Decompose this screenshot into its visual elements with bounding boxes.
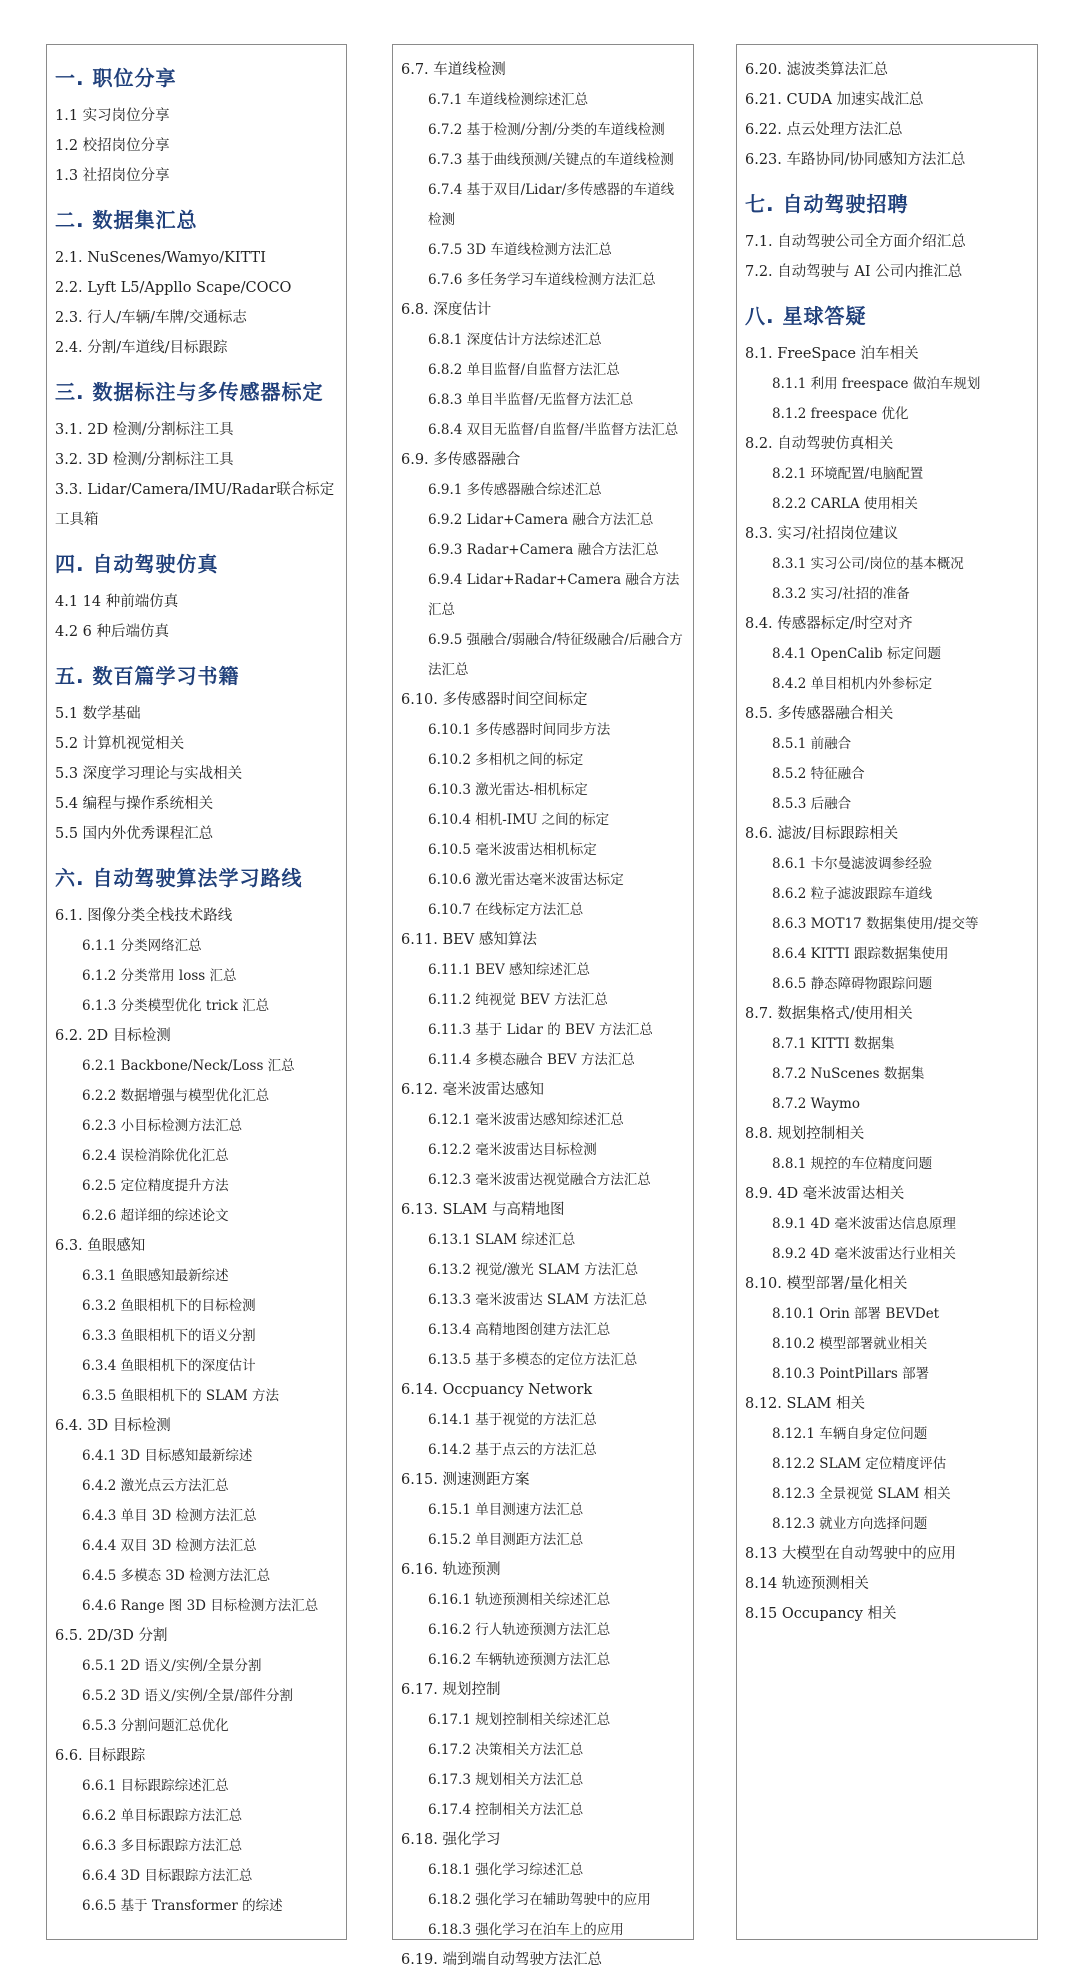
toc-entry: 2.3. 行人/车辆/车牌/交通标志 xyxy=(55,310,247,326)
toc-subentry: 6.4.6 Range 图 3D 目标检测方法汇总 xyxy=(82,1598,319,1614)
toc-subentry: 6.4.2 激光点云方法汇总 xyxy=(82,1478,229,1494)
toc-entry: 6.16. 轨迹预测 xyxy=(401,1562,501,1578)
toc-subentry: 6.9.1 多传感器融合综述汇总 xyxy=(428,482,602,498)
toc-entry: 8.3. 实习/社招岗位建议 xyxy=(745,526,899,542)
toc-subentry: 6.4.3 单目 3D 检测方法汇总 xyxy=(82,1508,257,1524)
toc-subentry: 6.15.2 单目测距方法汇总 xyxy=(428,1532,584,1548)
toc-subentry: 6.4.1 3D 目标感知最新综述 xyxy=(82,1448,253,1464)
toc-column-1 xyxy=(46,44,347,1940)
toc-subentry: 6.2.6 超详细的综述论文 xyxy=(82,1208,229,1224)
toc-subentry: 6.14.2 基于点云的方法汇总 xyxy=(428,1442,597,1458)
toc-subentry: 6.16.2 车辆轨迹预测方法汇总 xyxy=(428,1652,611,1668)
toc-entry: 8.8. 规划控制相关 xyxy=(745,1126,865,1142)
toc-subentry: 6.6.4 3D 目标跟踪方法汇总 xyxy=(82,1868,253,1884)
toc-entry: 6.11. BEV 感知算法 xyxy=(401,932,537,948)
toc-entry: 6.3. 鱼眼感知 xyxy=(55,1238,146,1254)
toc-subentry: 8.10.1 Orin 部署 BEVDet xyxy=(772,1306,940,1322)
toc-subentry: 8.9.1 4D 毫米波雷达信息原理 xyxy=(772,1216,956,1232)
toc-subentry: 6.5.3 分割问题汇总优化 xyxy=(82,1718,229,1734)
toc-subentry: 6.7.6 多任务学习车道线检测方法汇总 xyxy=(428,272,656,288)
toc-subentry: 6.7.3 基于曲线预测/关键点的车道线检测 xyxy=(428,152,674,168)
toc-subentry: 6.11.2 纯视觉 BEV 方法汇总 xyxy=(428,992,608,1008)
toc-subentry: 8.7.2 NuScenes 数据集 xyxy=(772,1066,925,1082)
toc-subentry: 6.11.1 BEV 感知综述汇总 xyxy=(428,962,591,978)
toc-entry: 6.5. 2D/3D 分割 xyxy=(55,1628,168,1644)
toc-subentry: 6.11.3 基于 Lidar 的 BEV 方法汇总 xyxy=(428,1022,653,1038)
toc-subentry: 6.7.5 3D 车道线检测方法汇总 xyxy=(428,242,612,258)
toc-subentry: 6.3.5 鱼眼相机下的 SLAM 方法 xyxy=(82,1388,280,1404)
toc-subentry: 8.6.2 粒子滤波跟踪车道线 xyxy=(772,886,933,902)
section-heading: 二. 数据集汇总 xyxy=(55,208,198,232)
toc-entry: 6.14. Occpuancy Network xyxy=(401,1382,593,1398)
toc-subentry: 6.13.4 高精地图创建方法汇总 xyxy=(428,1322,611,1338)
toc-subentry: 6.7.1 车道线检测综述汇总 xyxy=(428,92,589,108)
toc-subentry: 6.3.4 鱼眼相机下的深度估计 xyxy=(82,1358,256,1374)
toc-entry: 8.7. 数据集格式/使用相关 xyxy=(745,1006,913,1022)
toc-entry: 6.21. CUDA 加速实战汇总 xyxy=(745,92,924,108)
toc-entry: 8.12. SLAM 相关 xyxy=(745,1396,865,1412)
toc-subentry: 6.6.1 目标跟踪综述汇总 xyxy=(82,1778,229,1794)
section-heading: 八. 星球答疑 xyxy=(745,304,867,328)
toc-subentry: 6.2.2 数据增强与模型优化汇总 xyxy=(82,1088,270,1104)
toc-subentry: 6.3.1 鱼眼感知最新综述 xyxy=(82,1268,229,1284)
toc-subentry: 6.8.2 单目监督/自监督方法汇总 xyxy=(428,362,620,378)
toc-subentry: 6.18.1 强化学习综述汇总 xyxy=(428,1862,584,1878)
toc-entry: 8.4. 传感器标定/时空对齐 xyxy=(745,616,913,632)
toc-subentry: 6.10.1 多传感器时间同步方法 xyxy=(428,722,611,738)
toc-entry: 5.4 编程与操作系统相关 xyxy=(55,796,214,812)
toc-entry: 1.1 实习岗位分享 xyxy=(55,108,170,124)
toc-subentry: 6.3.2 鱼眼相机下的目标检测 xyxy=(82,1298,256,1314)
toc-subentry: 6.15.1 单目测速方法汇总 xyxy=(428,1502,584,1518)
toc-subentry: 6.10.6 激光雷达毫米波雷达标定 xyxy=(428,872,624,888)
section-heading: 三. 数据标注与多传感器标定 xyxy=(55,380,324,404)
toc-subentry: 6.12.2 毫米波雷达目标检测 xyxy=(428,1142,597,1158)
toc-entry: 2.4. 分割/车道线/目标跟踪 xyxy=(55,340,228,356)
toc-entry: 5.2 计算机视觉相关 xyxy=(55,736,185,752)
toc-subentry: 6.10.4 相机-IMU 之间的标定 xyxy=(428,812,610,828)
toc-entry: 3.3. Lidar/Camera/IMU/Radar联合标定工具箱 xyxy=(55,482,335,528)
toc-subentry: 6.18.2 强化学习在辅助驾驶中的应用 xyxy=(428,1892,651,1908)
toc-subentry: 6.9.4 Lidar+Radar+Camera 融合方法汇总 xyxy=(428,572,680,618)
section-heading: 七. 自动驾驶招聘 xyxy=(745,192,909,216)
toc-subentry: 6.16.2 行人轨迹预测方法汇总 xyxy=(428,1622,611,1638)
toc-subentry: 6.1.2 分类常用 loss 汇总 xyxy=(82,968,237,984)
toc-subentry: 8.12.3 全景视觉 SLAM 相关 xyxy=(772,1486,951,1502)
toc-subentry: 8.5.1 前融合 xyxy=(772,736,852,752)
toc-subentry: 6.12.3 毫米波雷达视觉融合方法汇总 xyxy=(428,1172,651,1188)
toc-subentry: 8.2.1 环境配置/电脑配置 xyxy=(772,466,924,482)
toc-entry: 2.2. Lyft L5/Appllo Scape/COCO xyxy=(55,280,292,296)
toc-subentry: 6.9.5 强融合/弱融合/特征级融合/后融合方法汇总 xyxy=(428,632,683,678)
section-heading: 四. 自动驾驶仿真 xyxy=(55,552,219,576)
toc-entry: 8.2. 自动驾驶仿真相关 xyxy=(745,436,894,452)
toc-subentry: 6.2.4 误检消除优化汇总 xyxy=(82,1148,229,1164)
toc-subentry: 6.14.1 基于视觉的方法汇总 xyxy=(428,1412,597,1428)
toc-subentry: 6.7.4 基于双目/Lidar/多传感器的车道线检测 xyxy=(428,182,675,228)
section-heading: 五. 数百篇学习书籍 xyxy=(55,664,240,688)
toc-subentry: 6.16.1 轨迹预测相关综述汇总 xyxy=(428,1592,611,1608)
toc-subentry: 6.8.3 单目半监督/无监督方法汇总 xyxy=(428,392,634,408)
toc-entry: 6.1. 图像分类全栈技术路线 xyxy=(55,908,233,924)
toc-subentry: 6.6.5 基于 Transformer 的综述 xyxy=(82,1898,283,1914)
toc-subentry: 6.6.3 多目标跟踪方法汇总 xyxy=(82,1838,243,1854)
section-heading: 六. 自动驾驶算法学习路线 xyxy=(55,866,303,890)
toc-entry: 8.15 Occupancy 相关 xyxy=(745,1606,897,1622)
toc-entry: 4.2 6 种后端仿真 xyxy=(55,624,170,640)
toc-subentry: 6.13.5 基于多模态的定位方法汇总 xyxy=(428,1352,638,1368)
toc-subentry: 6.11.4 多模态融合 BEV 方法汇总 xyxy=(428,1052,635,1068)
toc-subentry: 6.17.1 规划控制相关综述汇总 xyxy=(428,1712,611,1728)
toc-subentry: 8.12.1 车辆自身定位问题 xyxy=(772,1426,928,1442)
toc-entry: 6.2. 2D 目标检测 xyxy=(55,1028,171,1044)
toc-subentry: 6.9.2 Lidar+Camera 融合方法汇总 xyxy=(428,512,654,528)
toc-subentry: 6.5.2 3D 语义/实例/全景/部件分割 xyxy=(82,1688,293,1704)
toc-subentry: 6.10.5 毫米波雷达相机标定 xyxy=(428,842,597,858)
toc-entry: 8.14 轨迹预测相关 xyxy=(745,1576,869,1592)
toc-subentry: 6.7.2 基于检测/分割/分类的车道线检测 xyxy=(428,122,665,138)
toc-subentry: 6.4.5 多模态 3D 检测方法汇总 xyxy=(82,1568,271,1584)
toc-subentry: 6.10.7 在线标定方法汇总 xyxy=(428,902,584,918)
toc-subentry: 8.9.2 4D 毫米波雷达行业相关 xyxy=(772,1246,956,1262)
toc-subentry: 8.6.1 卡尔曼滤波调参经验 xyxy=(772,856,933,872)
toc-entry: 5.5 国内外优秀课程汇总 xyxy=(55,826,214,842)
toc-subentry: 8.8.1 规控的车位精度问题 xyxy=(772,1156,933,1172)
toc-entry: 8.13 大模型在自动驾驶中的应用 xyxy=(745,1546,956,1562)
toc-subentry: 8.6.3 MOT17 数据集使用/提交等 xyxy=(772,916,979,932)
toc-subentry: 8.3.1 实习公司/岗位的基本概况 xyxy=(772,556,964,572)
toc-subentry: 6.13.1 SLAM 综述汇总 xyxy=(428,1232,576,1248)
toc-entry: 6.17. 规划控制 xyxy=(401,1682,501,1698)
toc-entry: 6.23. 车路协同/协同感知方法汇总 xyxy=(745,152,966,168)
toc-subentry: 6.18.3 强化学习在泊车上的应用 xyxy=(428,1922,624,1938)
toc-subentry: 8.4.2 单目相机内外参标定 xyxy=(772,676,933,692)
toc-subentry: 8.3.2 实习/社招的准备 xyxy=(772,586,910,602)
toc-subentry: 6.6.2 单目标跟踪方法汇总 xyxy=(82,1808,243,1824)
section-heading: 一. 职位分享 xyxy=(55,66,177,90)
toc-subentry: 6.8.1 深度估计方法综述汇总 xyxy=(428,332,602,348)
toc-subentry: 8.10.2 模型部署就业相关 xyxy=(772,1336,928,1352)
toc-entry: 6.10. 多传感器时间空间标定 xyxy=(401,692,588,708)
toc-column-3 xyxy=(736,44,1038,1940)
toc-entry: 6.4. 3D 目标检测 xyxy=(55,1418,171,1434)
toc-entry: 6.19. 端到端自动驾驶方法汇总 xyxy=(401,1952,603,1968)
toc-entry: 6.12. 毫米波雷达感知 xyxy=(401,1082,545,1098)
toc-entry: 2.1. NuScenes/Wamyo/KITTI xyxy=(55,250,266,266)
toc-subentry: 8.12.3 就业方向选择问题 xyxy=(772,1516,928,1532)
toc-entry: 1.3 社招岗位分享 xyxy=(55,168,170,184)
toc-entry: 6.18. 强化学习 xyxy=(401,1832,501,1848)
toc-entry: 7.2. 自动驾驶与 AI 公司内推汇总 xyxy=(745,264,963,280)
toc-subentry: 6.10.2 多相机之间的标定 xyxy=(428,752,584,768)
toc-entry: 8.9. 4D 毫米波雷达相关 xyxy=(745,1186,905,1202)
toc-subentry: 8.1.2 freespace 优化 xyxy=(772,406,909,422)
toc-subentry: 6.2.1 Backbone/Neck/Loss 汇总 xyxy=(82,1058,295,1074)
toc-entry: 6.20. 滤波类算法汇总 xyxy=(745,62,889,78)
toc-subentry: 6.3.3 鱼眼相机下的语义分割 xyxy=(82,1328,256,1344)
toc-subentry: 8.6.4 KITTI 跟踪数据集使用 xyxy=(772,946,949,962)
toc-entry: 7.1. 自动驾驶公司全方面介绍汇总 xyxy=(745,234,966,250)
toc-subentry: 6.9.3 Radar+Camera 融合方法汇总 xyxy=(428,542,659,558)
toc-subentry: 8.12.2 SLAM 定位精度评估 xyxy=(772,1456,947,1472)
toc-subentry: 6.2.5 定位精度提升方法 xyxy=(82,1178,229,1194)
toc-entry: 6.13. SLAM 与高精地图 xyxy=(401,1202,565,1218)
toc-subentry: 6.13.3 毫米波雷达 SLAM 方法汇总 xyxy=(428,1292,648,1308)
toc-subentry: 8.7.1 KITTI 数据集 xyxy=(772,1036,895,1052)
toc-entry: 8.1. FreeSpace 泊车相关 xyxy=(745,346,919,362)
toc-entry: 4.1 14 种前端仿真 xyxy=(55,594,179,610)
toc-entry: 6.6. 目标跟踪 xyxy=(55,1748,146,1764)
toc-entry: 6.15. 测速测距方案 xyxy=(401,1472,530,1488)
toc-entry: 6.8. 深度估计 xyxy=(401,302,492,318)
toc-entry: 6.7. 车道线检测 xyxy=(401,62,506,78)
toc-column-2 xyxy=(392,44,694,1968)
toc-entry: 5.3 深度学习理论与实战相关 xyxy=(55,766,243,782)
toc-entry: 6.9. 多传感器融合 xyxy=(401,452,521,468)
toc-subentry: 6.4.4 双目 3D 检测方法汇总 xyxy=(82,1538,257,1554)
toc-subentry: 6.1.1 分类网络汇总 xyxy=(82,938,202,954)
toc-subentry: 6.5.1 2D 语义/实例/全景分割 xyxy=(82,1658,262,1674)
toc-subentry: 8.4.1 OpenCalib 标定问题 xyxy=(772,646,941,662)
toc-subentry: 8.7.2 Waymo xyxy=(772,1096,860,1112)
toc-entry: 1.2 校招岗位分享 xyxy=(55,138,170,154)
toc-subentry: 8.1.1 利用 freespace 做泊车规划 xyxy=(772,376,981,392)
toc-subentry: 8.5.2 特征融合 xyxy=(772,766,865,782)
toc-subentry: 6.17.2 决策相关方法汇总 xyxy=(428,1742,584,1758)
toc-subentry: 6.13.2 视觉/激光 SLAM 方法汇总 xyxy=(428,1262,639,1278)
toc-subentry: 8.5.3 后融合 xyxy=(772,796,852,812)
toc-subentry: 6.2.3 小目标检测方法汇总 xyxy=(82,1118,243,1134)
toc-subentry: 6.17.3 规划相关方法汇总 xyxy=(428,1772,584,1788)
toc-entry: 3.2. 3D 检测/分割标注工具 xyxy=(55,452,234,468)
toc-subentry: 8.10.3 PointPillars 部署 xyxy=(772,1366,930,1382)
toc-subentry: 6.1.3 分类模型优化 trick 汇总 xyxy=(82,998,270,1014)
toc-entry: 8.5. 多传感器融合相关 xyxy=(745,706,894,722)
toc-subentry: 6.12.1 毫米波雷达感知综述汇总 xyxy=(428,1112,624,1128)
toc-subentry: 8.2.2 CARLA 使用相关 xyxy=(772,496,918,512)
toc-entry: 3.1. 2D 检测/分割标注工具 xyxy=(55,422,234,438)
toc-entry: 8.6. 滤波/目标跟踪相关 xyxy=(745,826,899,842)
toc-subentry: 6.10.3 激光雷达-相机标定 xyxy=(428,782,588,798)
toc-subentry: 8.6.5 静态障碍物跟踪问题 xyxy=(772,976,933,992)
toc-entry: 8.10. 模型部署/量化相关 xyxy=(745,1276,908,1292)
toc-subentry: 6.17.4 控制相关方法汇总 xyxy=(428,1802,584,1818)
toc-entry: 6.22. 点云处理方法汇总 xyxy=(745,122,903,138)
toc-subentry: 6.8.4 双目无监督/自监督/半监督方法汇总 xyxy=(428,422,679,438)
toc-entry: 5.1 数学基础 xyxy=(55,706,141,722)
